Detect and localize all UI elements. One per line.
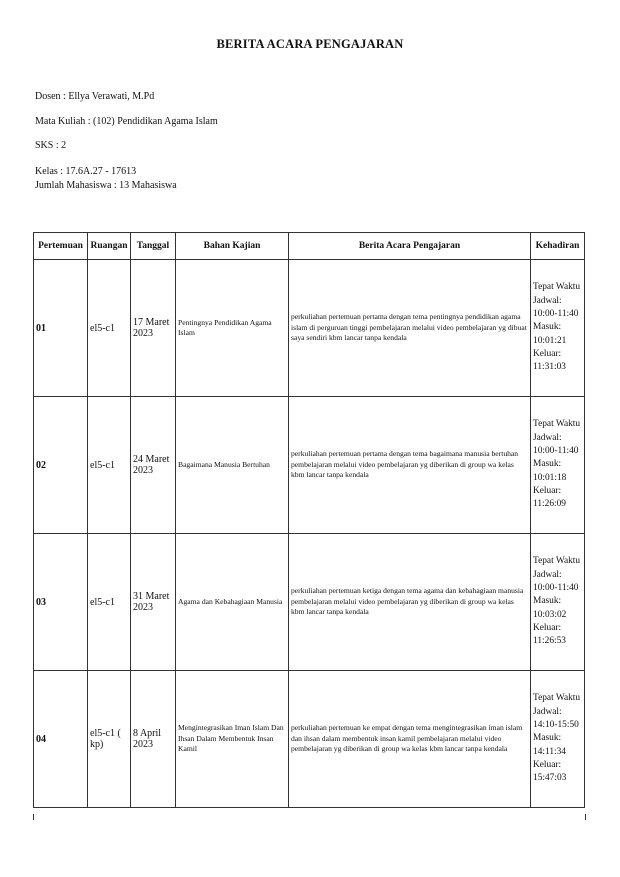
tanggal-cell: 24 Maret 2023 — [131, 397, 176, 534]
status-text: Tepat Waktu — [533, 419, 581, 430]
berita-acara-cell: perkuliahan pertemuan pertama dengan tema pentingnya pendidikan agama islam di perguruan tinggi pembelajaran melalui video pembelajaran yg dibuat saya sendiri kbm lancar tanpa kendala — [289, 260, 531, 397]
status-text: Tepat Waktu — [533, 282, 581, 293]
jadwal-text: Jadwal: 10:00-11:40 — [533, 295, 579, 319]
keluar-text: Keluar: 15:47:03 — [533, 760, 567, 784]
keluar-text: Keluar: 11:26:53 — [533, 623, 566, 647]
jadwal-text: Jadwal: 14:10-15:50 — [533, 706, 579, 730]
jadwal-text: Jadwal: 10:00-11:40 — [533, 569, 579, 593]
ruangan-cell: el5-c1 — [88, 260, 131, 397]
table-continuation-edge — [33, 814, 586, 820]
pertemuan-cell: 04 — [34, 671, 88, 808]
header-ruangan: Ruangan — [88, 233, 131, 260]
document-title: BERITA ACARA PENGAJARAN — [216, 37, 404, 51]
keluar-text: Keluar: 11:26:09 — [533, 486, 566, 510]
header-pertemuan: Pertemuan — [34, 233, 88, 260]
jumlah-mahasiswa-line: Jumlah Mahasiswa : 13 Mahasiswa — [35, 180, 177, 191]
sks-line: SKS : 2 — [35, 140, 67, 151]
header-kehadiran: Kehadiran — [531, 233, 585, 260]
header-bahan-kajian: Bahan Kajian — [176, 233, 289, 260]
status-text: Tepat Waktu — [533, 693, 581, 704]
kehadiran-cell — [531, 534, 585, 671]
berita-acara-cell: perkuliahan pertemuan ke empat dengan tema mengintegrasikan iman islam dan ihsan dalam membentuk insan kamil pembelajaran melalui video pembelajaran yg diberikan di group wa kelas kbm lancar tanpa kendala — [289, 671, 531, 808]
pertemuan-cell: 01 — [34, 260, 88, 397]
teaching-report-table — [33, 232, 585, 808]
mata-kuliah-line: Mata Kuliah : (102) Pendidikan Agama Islam — [35, 116, 218, 127]
kehadiran-cell — [531, 671, 585, 808]
dosen-line: Dosen : Ellya Verawati, M.Pd — [35, 91, 155, 102]
tanggal-cell: 31 Maret 2023 — [131, 534, 176, 671]
pertemuan-cell: 02 — [34, 397, 88, 534]
table-row — [34, 260, 585, 397]
header-tanggal: Tanggal — [131, 233, 176, 260]
pertemuan-cell: 03 — [34, 534, 88, 671]
tanggal-cell: 8 April 2023 — [131, 671, 176, 808]
keluar-text: Keluar: 11:31:03 — [533, 349, 566, 373]
bahan-kajian-cell: Bagaimana Manusia Bertuhan — [176, 397, 289, 534]
masuk-text: Masuk: 10:01:18 — [533, 459, 567, 483]
berita-acara-cell: perkuliahan pertemuan ketiga dengan tema agama dan kebahagiaan manusia pembelajaran melalui video pembelajaran yg diberikan di group wa kelas kbm lancar tanpa kendala — [289, 534, 531, 671]
kehadiran-cell — [531, 260, 585, 397]
header-berita-acara: Berita Acara Pengajaran — [289, 233, 531, 260]
masuk-text: Masuk: 10:01:21 — [533, 322, 567, 346]
bahan-kajian-cell: Mengintegrasikan Iman Islam Dan Ihsan Dalam Membentuk Insan Kamil — [176, 671, 289, 808]
ruangan-cell: el5-c1 ( kp) — [88, 671, 131, 808]
bahan-kajian-cell: Agama dan Kebahagiaan Manusia — [176, 534, 289, 671]
tanggal-cell: 17 Maret 2023 — [131, 260, 176, 397]
ruangan-cell: el5-c1 — [88, 397, 131, 534]
berita-acara-cell: perkuliahan pertemuan pertama dengan tema bagaimana manusia bertuhan pembelajaran melalui video pembelajaran yg diberikan di group wa kelas kbm lancar tanpa kendala — [289, 397, 531, 534]
table-row — [34, 671, 585, 808]
table-row — [34, 397, 585, 534]
ruangan-cell: el5-c1 — [88, 534, 131, 671]
masuk-text: Masuk: 14:11:34 — [533, 733, 566, 757]
jadwal-text: Jadwal: 10:00-11:40 — [533, 432, 579, 456]
kelas-line: Kelas : 17.6A.27 - 17613 — [35, 166, 137, 177]
bahan-kajian-cell: Pentingnya Pendidikan Agama Islam — [176, 260, 289, 397]
table-header-row — [34, 233, 585, 260]
status-text: Tepat Waktu — [533, 556, 581, 567]
table-row — [34, 534, 585, 671]
masuk-text: Masuk: 10:03:02 — [533, 596, 567, 620]
kehadiran-cell — [531, 397, 585, 534]
